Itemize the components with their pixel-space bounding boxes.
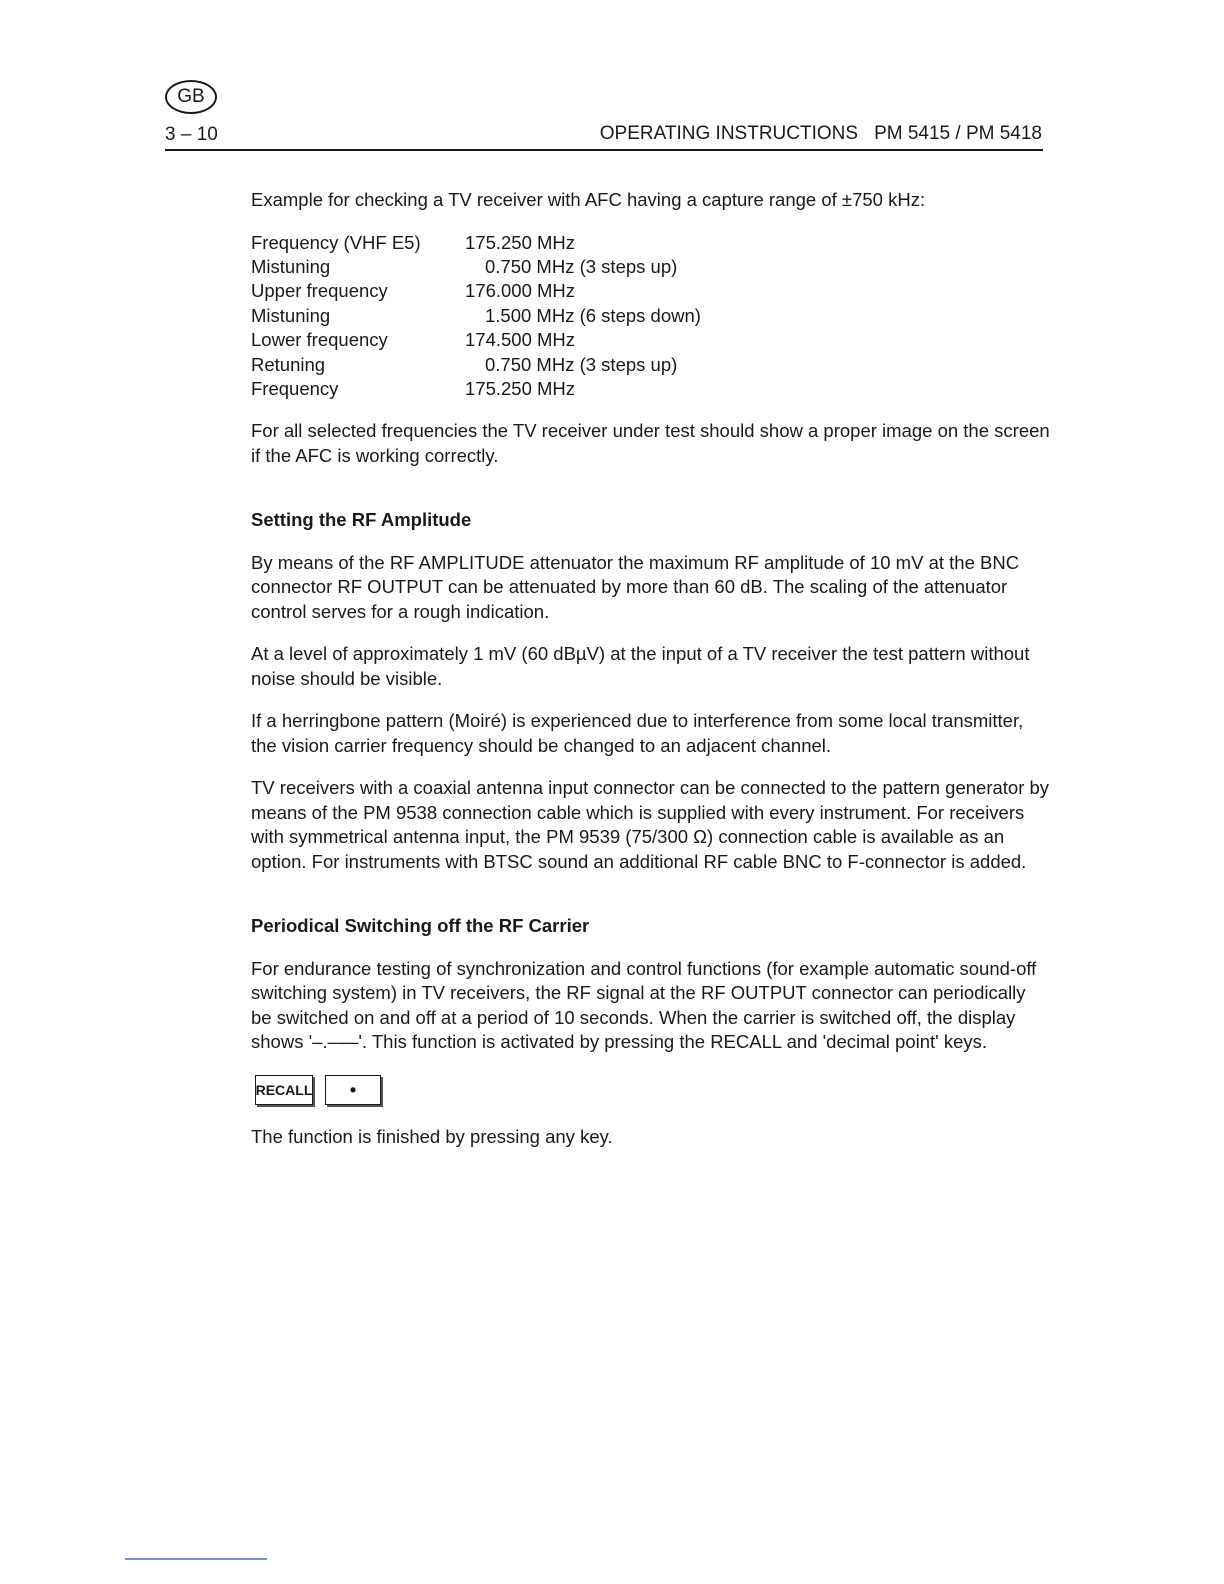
table-row <box>251 255 701 279</box>
key-sequence <box>255 1075 1051 1105</box>
decimal-point-key-icon: • <box>325 1075 381 1105</box>
table-row <box>251 328 701 352</box>
recall-key-icon: RECALL <box>255 1075 313 1105</box>
row-label: Frequency <box>251 377 339 399</box>
header-title <box>600 123 1042 145</box>
row-value: 176.000 MHz <box>465 280 576 302</box>
finish-paragraph: The function is finished by pressing any key. <box>251 1125 613 1147</box>
row-value: 0.750 MHz (3 steps up) <box>485 353 678 375</box>
herringbone-paragraph: If a herringbone pattern (Moiré) is experienced due to interference from some local transmitter, the vision carrier frequency should be changed to an adjacent channel. <box>251 710 1024 756</box>
level-paragraph: At a level of approximately 1 mV (60 dBµV) at the input of a TV receiver the test pattern without noise should be visible. <box>251 643 1030 689</box>
page-number: 3 – 10 <box>165 124 218 145</box>
afc-paragraph: For all selected frequencies the TV receiver under test should show a proper image on the screen if the AFC is working correctly. <box>251 420 1050 466</box>
row-value: 1.500 MHz (6 steps down) <box>485 304 701 326</box>
row-value: 175.250 MHz <box>465 231 576 253</box>
section-title-rf-amplitude: Setting the RF Amplitude <box>251 509 472 531</box>
row-label: Lower frequency <box>251 329 388 351</box>
table-row <box>251 231 701 255</box>
document-body <box>251 188 1051 1167</box>
row-value: 0.750 MHz (3 steps up) <box>485 255 678 277</box>
header-model: PM 5415 / PM 5418 <box>874 123 1042 144</box>
row-label: Retuning <box>251 353 326 375</box>
section-title-rf-carrier: Periodical Switching off the RF Carrier <box>251 915 590 937</box>
table-row <box>251 377 701 401</box>
endurance-paragraph: For endurance testing of synchronization and control functions (for example automatic sound-off switching system) in TV receivers, the RF signal at the RF OUTPUT connector can periodically be switched on and off at a period of 10 seconds. When the carrier is switched off, the display shows '–.–––'. This function is activated by pressing the RECALL and 'decimal point' keys. <box>251 957 1037 1053</box>
connector-paragraph: TV receivers with a coaxial antenna input connector can be connected to the pattern generator by means of the PM 9538 connection cable which is supplied with every instrument. For receivers with symmetrical antenna input, the PM 9539 (75/300 Ω) connection cable is available as an option. For instruments with BTSC sound an additional RF cable BNC to F-connector is added. <box>251 777 1050 872</box>
header-title-text: OPERATING INSTRUCTIONS <box>599 123 859 144</box>
row-label: Mistuning <box>251 304 331 326</box>
table-row <box>251 353 701 377</box>
table-row <box>251 304 701 328</box>
table-row <box>251 279 701 303</box>
row-label: Upper frequency <box>251 280 388 302</box>
country-badge: GB <box>165 80 217 114</box>
frequency-table <box>251 231 701 402</box>
header-divider <box>165 149 1043 151</box>
rf-amplitude-paragraph: By means of the RF AMPLITUDE attenuator the maximum RF amplitude of 10 mV at the BNC connector RF OUTPUT can be attenuated by more than 60 dB. The scaling of the attenuator control serves for a rough indication. <box>251 551 1020 622</box>
intro-paragraph: Example for checking a TV receiver with AFC having a capture range of ±750 kHz: <box>251 189 926 210</box>
footer-line <box>125 1558 267 1560</box>
row-value: 175.250 MHz <box>465 377 576 399</box>
row-value: 174.500 MHz <box>465 329 576 351</box>
row-label: Mistuning <box>251 255 331 277</box>
row-label: Frequency (VHF E5) <box>251 231 421 253</box>
